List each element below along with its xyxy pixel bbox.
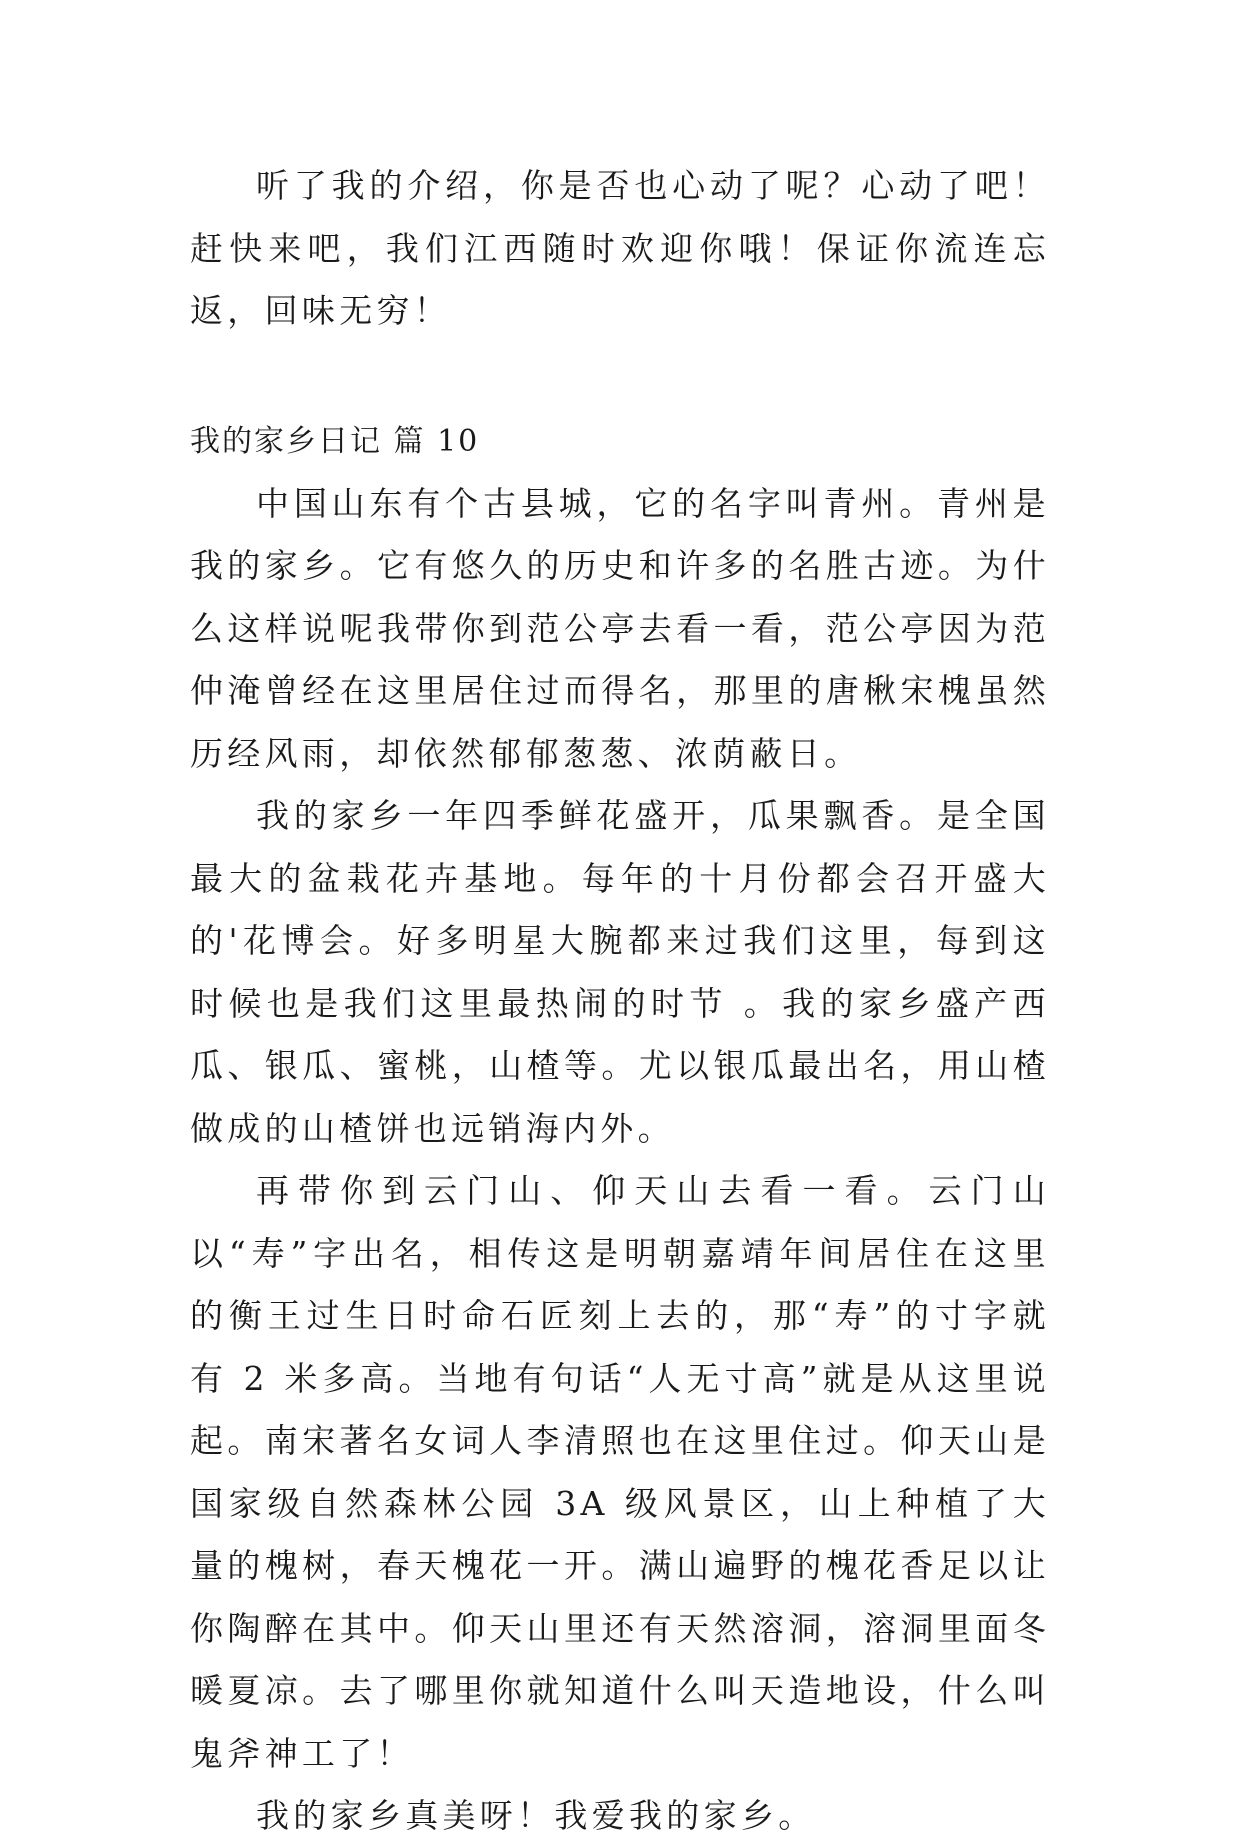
section-title: 我的家乡日记 篇 10 bbox=[190, 423, 480, 459]
section-spacer bbox=[190, 343, 1050, 411]
document-body bbox=[190, 155, 1050, 1848]
intro-paragraph: 听了我的介绍，你是否也心动了呢？心动了吧！赶快来吧，我们江西随时欢迎你哦！保证你流连忘返，回味无穷！ bbox=[190, 166, 1050, 330]
body-paragraph-4: 我的家乡真美呀！我爱我的家乡。 bbox=[256, 1796, 816, 1835]
body-paragraph-3: 再带你到云门山、仰天山去看一看。云门山以“寿”字出名，相传这是明朝嘉靖年间居住在这里的衡王过生日时命石匠刻上去的，那“寿”的寸字就有 2 米多高。当地有句话“人无寸高”就是从这里说起。南宋著名女词人李清照也在这里住过。仰天山是国家级自然森林公园 3A 级风景区，山上种植了大量的槐树，春天槐花一开。满山遍野的槐花香足以让你陶醉在其中。仰天山里还有天然溶洞，溶洞里面冬暖夏凉。去了哪里你就知道什么叫天造地设，什么叫鬼斧神工了！ bbox=[190, 1171, 1050, 1773]
body-paragraph-2: 我的家乡一年四季鲜花盛开，瓜果飘香。是全国最大的盆栽花卉基地。每年的十月份都会召开盛大的'花博会。好多明星大腕都来过我们这里，每到这时候也是我们这里最热闹的时节 。我的家乡盛产西瓜、银瓜、蜜桃，山楂等。尤以银瓜最出名，用山楂做成的山楂饼也远销海内外。 bbox=[190, 796, 1050, 1148]
body-paragraph-1: 中国山东有个古县城，它的名字叫青州。青州是我的家乡。它有悠久的历史和许多的名胜古迹。为什么这样说呢我带你到范公亭去看一看，范公亭因为范仲淹曾经在这里居住过而得名，那里的唐楸宋槐虽然历经风雨，却依然郁郁葱葱、浓荫蔽日。 bbox=[190, 483, 1050, 773]
